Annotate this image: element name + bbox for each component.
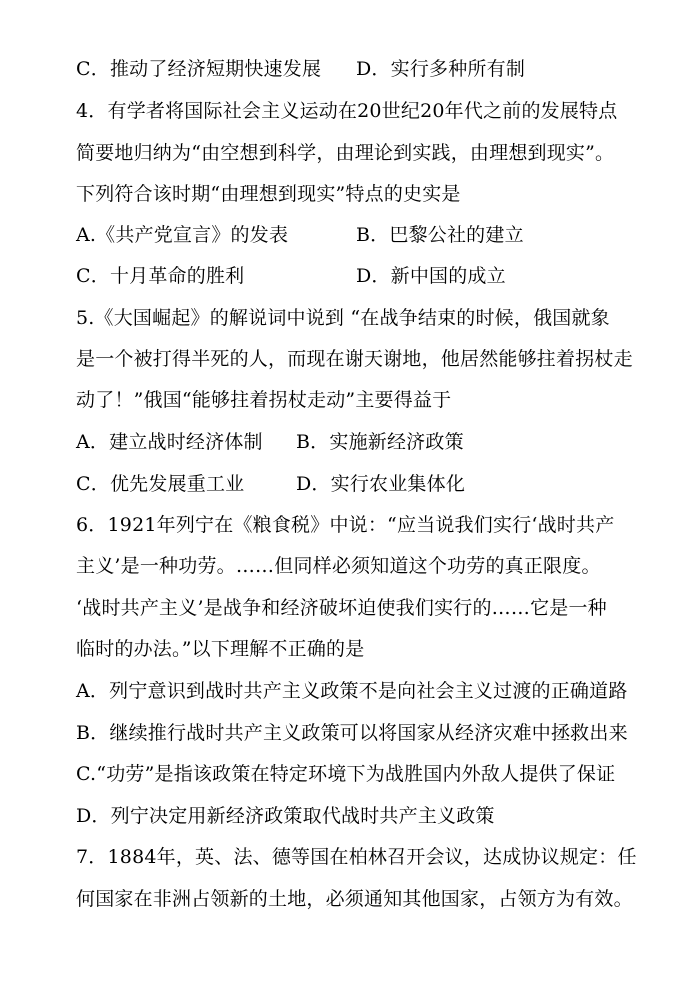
q6-stem-line-3: ‘战时共产主义’是战争和经济破坏迫使我们实行的……它是一种 (76, 597, 607, 619)
q5-option-b: B．实施新经济政策 (296, 431, 464, 453)
q4-option-a: A.《共产党宣言》的发表 (76, 224, 289, 246)
q4-option-d: D．新中国的成立 (356, 265, 506, 287)
q5-option-d: D．实行农业集体化 (296, 473, 466, 495)
q6-stem-line-2: 主义’是一种功劳。……但同样必须知道这个功劳的真正限度。 (76, 555, 601, 577)
q5-stem-line-3: 动了！”俄国“能够拄着拐杖走动”主要得益于 (76, 389, 452, 411)
q5-option-a: A．建立战时经济体制 (76, 431, 263, 453)
q6-stem-line-1: 6．1921年列宁在《粮食税》中说：“应当说我们实行‘战时共产 (76, 514, 615, 536)
q5-stem-line-2: 是一个被打得半死的人，而现在谢天谢地，他居然能够拄着拐杖走 (76, 348, 633, 370)
q4-option-c: C．十月革命的胜利 (76, 265, 245, 287)
q5-option-c: C．优先发展重工业 (76, 473, 245, 495)
q6-stem-line-4: 临时的办法。”以下理解不正确的是 (76, 638, 365, 660)
q7-stem-line-2: 何国家在非洲占领新的土地，必须通知其他国家，占领方为有效。 (76, 888, 633, 910)
q4-stem-line-3: 下列符合该时期“由理想到现实”特点的史实是 (76, 183, 461, 205)
q6-option-a: A．列宁意识到战时共产主义政策不是向社会主义过渡的正确道路 (76, 680, 628, 702)
q3-option-c: C．推动了经济短期快速发展 (76, 58, 322, 80)
q6-option-b: B．继续推行战时共产主义政策可以将国家从经济灾难中拯救出来 (76, 722, 628, 744)
q4-stem-line-1: 4．有学者将国际社会主义运动在20世纪20年代之前的发展特点 (76, 100, 618, 122)
q3-option-d: D．实行多种所有制 (356, 58, 526, 80)
q7-stem-line-1: 7．1884年，英、法、德等国在柏林召开会议，达成协议规定：任 (76, 846, 637, 868)
q4-option-b: B．巴黎公社的建立 (356, 224, 524, 246)
q5-stem-line-1: 5.《大国崛起》的解说词中说到 “在战争结束的时候，俄国就象 (76, 307, 610, 329)
q4-stem-line-2: 简要地归纳为“由空想到科学，由理论到实践，由理想到现实”。 (76, 142, 615, 164)
q6-option-d: D．列宁决定用新经济政策取代战时共产主义政策 (76, 805, 495, 827)
q6-option-c: C.“功劳”是指该政策在特定环境下为战胜国内外敌人提供了保证 (76, 763, 616, 785)
